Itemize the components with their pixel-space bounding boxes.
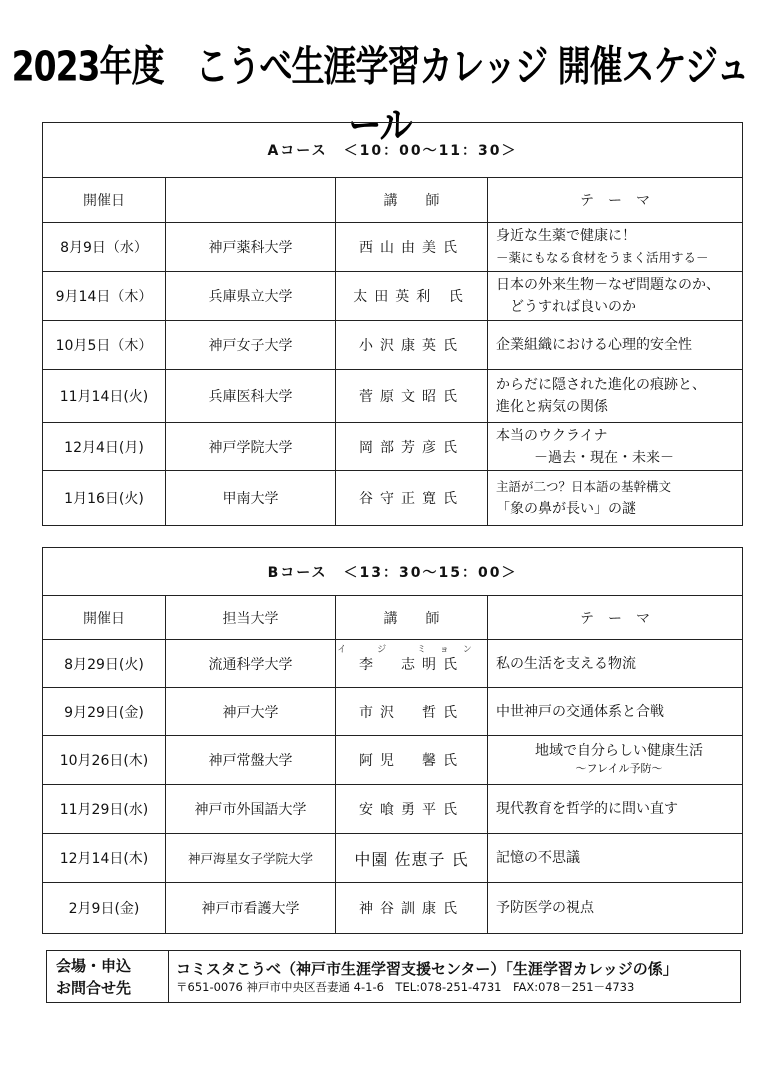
row-date: 12月4日(月): [43, 423, 166, 471]
header-date: 開催日: [43, 596, 166, 640]
header-univ: 担当大学: [166, 596, 336, 640]
row-lecturer: 中園 佐恵子 氏: [336, 834, 488, 883]
row-theme: 予防医学の視点: [488, 883, 743, 934]
header-lecturer: 講 師: [336, 178, 488, 223]
row-lecturer: 岡部芳彦氏: [336, 423, 488, 471]
row-theme: 私の生活を支える物流: [488, 640, 743, 688]
row-theme: 地域で自分らしい健康生活 ～フレイル予防～: [488, 736, 743, 785]
row-lecturer: 谷守正寛氏: [336, 471, 488, 526]
contact-details: [169, 951, 741, 1003]
table-row: [43, 223, 743, 272]
row-univ: 甲南大学: [166, 471, 336, 526]
table-row: [43, 785, 743, 834]
header-univ: [166, 178, 336, 223]
course-a-table: [42, 122, 743, 526]
venue-name: コミスタこうべ（神戸市生涯学習支援センター）「生涯学習カレッジの係」: [176, 960, 678, 978]
lecturer-ruby: イ ジ ミョン: [337, 645, 486, 655]
row-date: 10月26日(木): [43, 736, 166, 785]
row-univ: 神戸女子大学: [166, 321, 336, 370]
row-theme: からだに隠された進化の痕跡と、 進化と病気の関係: [488, 370, 743, 423]
row-univ: 神戸市外国語大学: [166, 785, 336, 834]
row-theme: 主語が二つ？日本語の基幹構文 「象の鼻が長い」の謎: [488, 471, 743, 526]
row-date: 12月14日(木): [43, 834, 166, 883]
course-b-table: [42, 547, 743, 934]
venue-address: 〒651-0076 神戸市中央区吾妻通 4-1-6 TEL:078-251-4731 FAX:078－251－4733: [176, 980, 635, 994]
table-row: [43, 834, 743, 883]
row-date: 9月14日（木）: [43, 272, 166, 321]
row-theme: 企業組織における心理的安全性: [488, 321, 743, 370]
header-date: 開催日: [43, 178, 166, 223]
row-date: 11月14日(火): [43, 370, 166, 423]
row-theme: 本当のウクライナ －過去・現在・未来－: [488, 423, 743, 471]
row-lecturer: 小沢康英氏: [336, 321, 488, 370]
row-date: 1月16日(火): [43, 471, 166, 526]
row-date: 8月29日(火): [43, 640, 166, 688]
row-theme: 記憶の不思議: [488, 834, 743, 883]
table-row: [43, 688, 743, 736]
table-row: [43, 640, 743, 688]
row-lecturer: 太田英利 氏: [336, 272, 488, 321]
row-date: 11月29日(水): [43, 785, 166, 834]
table-row: [43, 736, 743, 785]
row-lecturer: 市沢 哲氏: [336, 688, 488, 736]
row-lecturer: 菅原文昭氏: [336, 370, 488, 423]
table-row: [43, 321, 743, 370]
table-row: [43, 370, 743, 423]
table-row: [43, 272, 743, 321]
row-univ: 兵庫医科大学: [166, 370, 336, 423]
row-theme: 身近な生薬で健康に！ －薬にもなる食材をうまく活用する－: [488, 223, 743, 272]
row-theme: 現代教育を哲学的に問い直す: [488, 785, 743, 834]
row-univ: 神戸大学: [166, 688, 336, 736]
header-theme: テ ー マ: [488, 596, 743, 640]
row-lecturer: 安喰勇平氏: [336, 785, 488, 834]
row-theme: 日本の外来生物－なぜ問題なのか、 どうすれば良いのか: [488, 272, 743, 321]
row-lecturer: 阿児 馨氏: [336, 736, 488, 785]
row-univ: 神戸海星女子学院大学: [166, 834, 336, 883]
row-date: 8月9日（水）: [43, 223, 166, 272]
table-row: [43, 423, 743, 471]
row-lecturer: 西山由美氏: [336, 223, 488, 272]
course-a-heading: Aコース ＜10：00～11：30＞: [43, 123, 743, 178]
row-date: 10月5日（木）: [43, 321, 166, 370]
contact-box: [46, 950, 741, 1003]
page-title: 2023年度 こうべ生涯学習カレッジ 開催スケジュール: [11, 41, 749, 150]
header-lecturer: 講 師: [336, 596, 488, 640]
table-row: [43, 471, 743, 526]
row-theme: 中世神戸の交通体系と合戦: [488, 688, 743, 736]
row-date: 2月9日(金): [43, 883, 166, 934]
course-b-heading: Bコース ＜13：30～15：00＞: [43, 548, 743, 596]
row-lecturer: イ ジ ミョン 李 志明氏: [336, 640, 488, 688]
row-univ: 流通科学大学: [166, 640, 336, 688]
header-theme: テ ー マ: [488, 178, 743, 223]
row-univ: 神戸常盤大学: [166, 736, 336, 785]
row-lecturer: 神谷訓康氏: [336, 883, 488, 934]
row-univ: 兵庫県立大学: [166, 272, 336, 321]
row-univ: 神戸薬科大学: [166, 223, 336, 272]
table-row: [43, 883, 743, 934]
row-univ: 神戸学院大学: [166, 423, 336, 471]
row-univ: 神戸市看護大学: [166, 883, 336, 934]
row-date: 9月29日(金): [43, 688, 166, 736]
contact-label: 会場・申込 お問合せ先: [47, 951, 169, 1003]
